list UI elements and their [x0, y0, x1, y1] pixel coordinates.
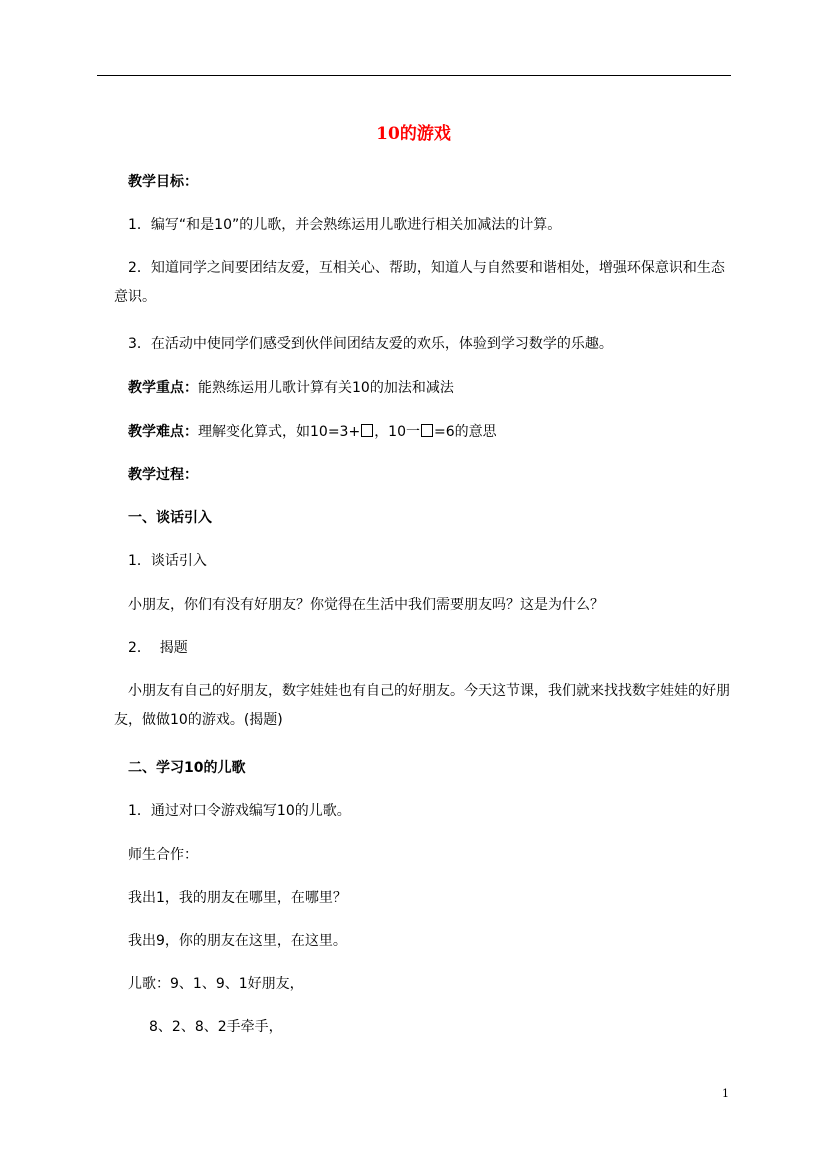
- part2-heading: 二、学习10的儿歌: [128, 760, 246, 776]
- title-text: 的游戏: [399, 124, 451, 144]
- difficulty-text-a: 理解变化算式，如10=3+: [198, 424, 361, 440]
- objectives-heading: 教学目标：: [128, 174, 198, 190]
- objective-1: 1．编写“和是10”的儿歌，并会熟练运用儿歌进行相关加减法的计算。: [128, 217, 562, 233]
- part1-item2: 2． 揭题: [128, 640, 188, 656]
- part1-heading: 一、谈话引入: [128, 510, 212, 526]
- title-number: 10: [376, 124, 400, 144]
- header-rule: [97, 75, 731, 76]
- difficulty-label: 教学难点：: [128, 424, 198, 440]
- part1-item1: 1．谈话引入: [128, 553, 207, 569]
- page-number: 1: [722, 1087, 729, 1100]
- part2-song1: 儿歌：9、1、9、1好朋友，: [128, 976, 304, 992]
- blank-box-icon: [361, 424, 373, 437]
- difficulty-text-b: ，10一: [374, 424, 421, 440]
- blank-box-icon: [421, 424, 433, 437]
- part2-song2: 8、2、8、2手牵手，: [149, 1019, 283, 1035]
- objective-3: 3．在活动中使同学们感受到伙伴间团结友爱的欢乐，体验到学习数学的乐趣。: [128, 336, 613, 352]
- page-title: [0, 122, 827, 146]
- difficulty: [128, 422, 732, 442]
- process-heading: 教学过程：: [128, 467, 198, 483]
- difficulty-text-c: =6的意思: [434, 424, 497, 440]
- part2-line1: 我出1，我的朋友在哪里，在哪里？: [128, 890, 347, 906]
- objective-2: 2．知道同学之间要团结友爱，互相关心、帮助，知道人与自然要和谐相处，增强环保意识和生态意识。: [114, 260, 725, 305]
- part1-reveal: 小朋友有自己的好朋友，数字娃娃也有自己的好朋友。今天这节课，我们就来找找数字娃娃的好朋友，做做10的游戏。(揭题): [114, 683, 730, 728]
- part2-coop: 师生合作：: [128, 847, 198, 863]
- key-point-label: 教学重点：: [128, 380, 198, 396]
- part2-line2: 我出9，你的朋友在这里，在这里。: [128, 933, 347, 949]
- part2-item1: 1．通过对口令游戏编写10的儿歌。: [128, 803, 351, 819]
- key-point-text: 能熟练运用儿歌计算有关10的加法和减法: [198, 380, 454, 396]
- part1-question: 小朋友，你们有没有好朋友？你觉得在生活中我们需要朋友吗？这是为什么？: [128, 597, 604, 613]
- key-point: [128, 378, 732, 398]
